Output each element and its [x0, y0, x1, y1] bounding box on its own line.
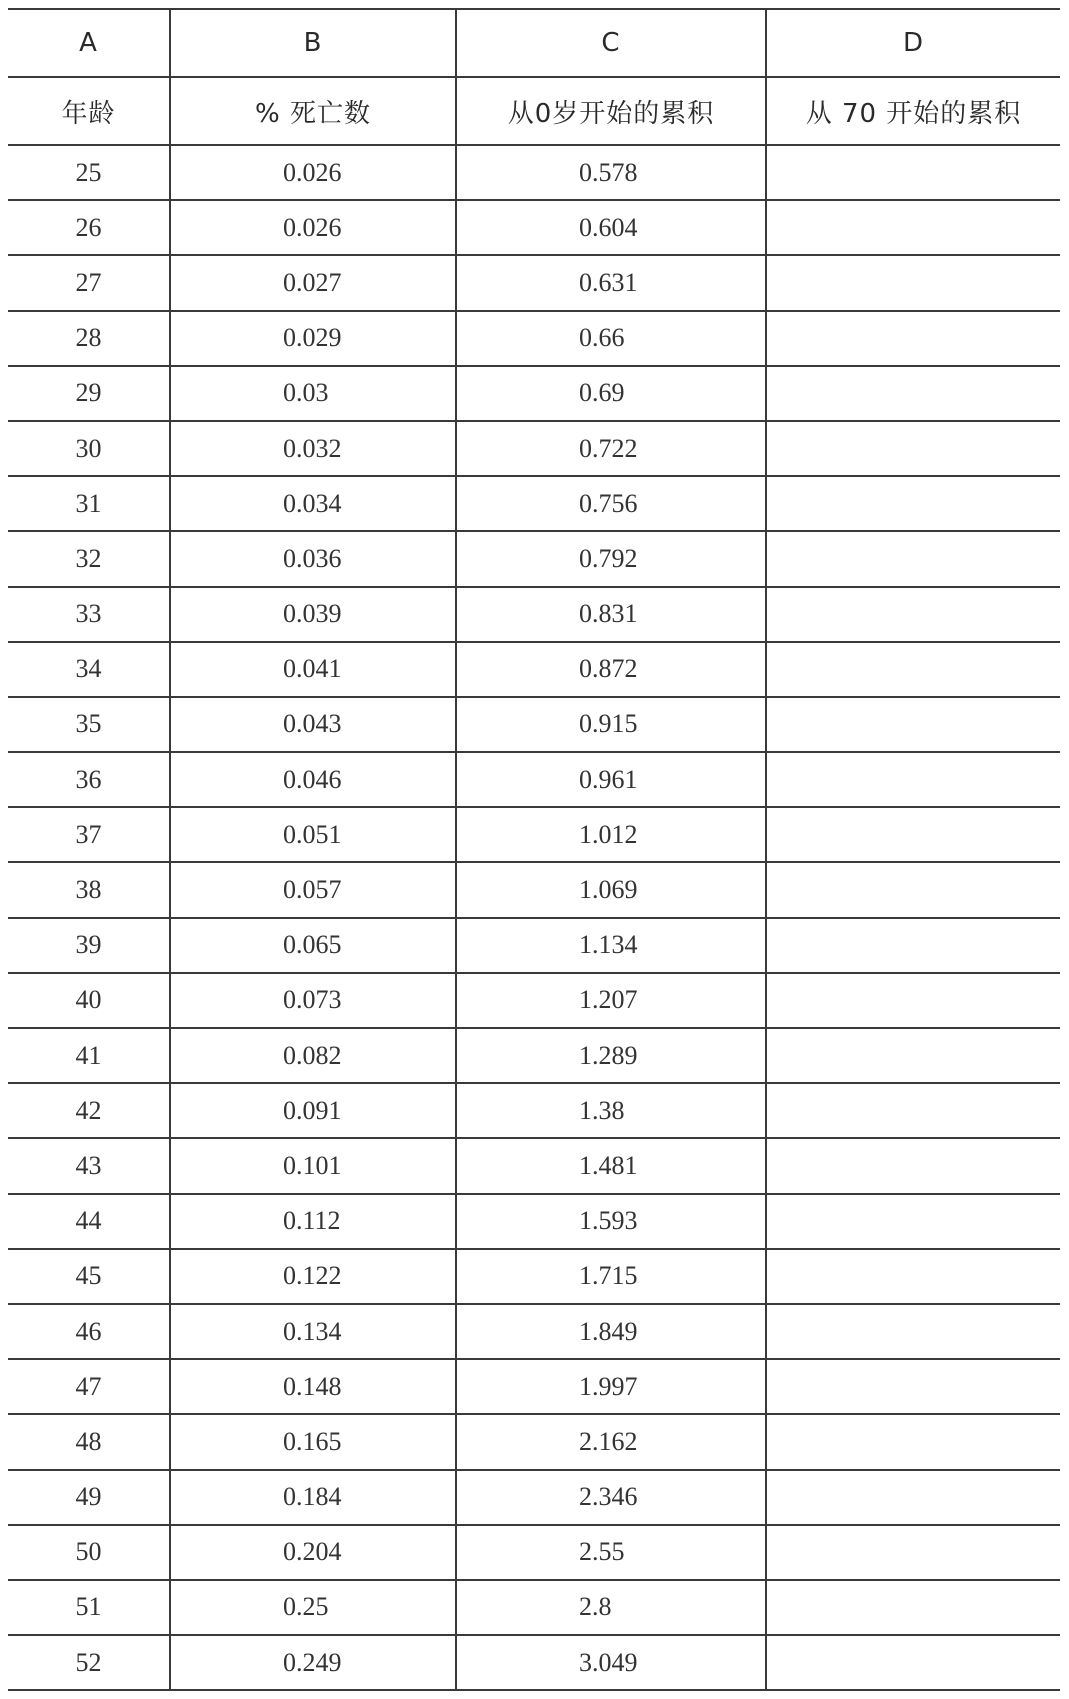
death-percent-cell: 0.057: [170, 862, 456, 917]
cumulative-from-70-cell: [766, 1138, 1060, 1193]
table-row: [8, 311, 1060, 366]
cumulative-from-70-cell: [766, 421, 1060, 476]
age-cell: 37: [8, 807, 170, 862]
table-row: [8, 1525, 1060, 1580]
cumulative-from-70-cell: [766, 1525, 1060, 1580]
age-cell: 35: [8, 697, 170, 752]
cumulative-from-70-cell: [766, 752, 1060, 807]
table-row: [8, 807, 1060, 862]
cumulative-from-0-cell: 1.481: [456, 1138, 766, 1193]
column-header-age: 年龄: [8, 77, 170, 145]
death-percent-cell: 0.034: [170, 476, 456, 531]
cumulative-from-70-cell: [766, 973, 1060, 1028]
cumulative-from-0-cell: 0.69: [456, 366, 766, 421]
cumulative-from-0-cell: 3.049: [456, 1635, 766, 1690]
cumulative-from-70-cell: [766, 918, 1060, 973]
table-row: [8, 1470, 1060, 1525]
cumulative-from-0-cell: 1.069: [456, 862, 766, 917]
age-cell: 48: [8, 1414, 170, 1469]
age-cell: 40: [8, 973, 170, 1028]
age-cell: 47: [8, 1359, 170, 1414]
cumulative-from-70-cell: [766, 697, 1060, 752]
death-percent-cell: 0.039: [170, 587, 456, 642]
death-percent-cell: 0.165: [170, 1414, 456, 1469]
death-percent-cell: 0.029: [170, 311, 456, 366]
age-cell: 39: [8, 918, 170, 973]
age-cell: 28: [8, 311, 170, 366]
cumulative-from-70-cell: [766, 1083, 1060, 1138]
table-row: [8, 1028, 1060, 1083]
cumulative-from-0-cell: 0.872: [456, 642, 766, 697]
column-letter-row: [8, 9, 1060, 77]
death-percent-cell: 0.051: [170, 807, 456, 862]
death-percent-cell: 0.204: [170, 1525, 456, 1580]
age-cell: 29: [8, 366, 170, 421]
death-percent-cell: 0.027: [170, 255, 456, 310]
table-row: [8, 1635, 1060, 1690]
death-percent-cell: 0.112: [170, 1194, 456, 1249]
death-percent-cell: 0.032: [170, 421, 456, 476]
cumulative-from-0-cell: 1.38: [456, 1083, 766, 1138]
cumulative-from-70-cell: [766, 1194, 1060, 1249]
cumulative-from-0-cell: 1.715: [456, 1249, 766, 1304]
cumulative-from-70-cell: [766, 1304, 1060, 1359]
age-cell: 45: [8, 1249, 170, 1304]
table-row: [8, 1580, 1060, 1635]
death-percent-cell: 0.03: [170, 366, 456, 421]
age-cell: 49: [8, 1470, 170, 1525]
cumulative-from-0-cell: 0.831: [456, 587, 766, 642]
cumulative-from-0-cell: 2.346: [456, 1470, 766, 1525]
death-percent-cell: 0.091: [170, 1083, 456, 1138]
table-body: [8, 145, 1060, 1690]
cumulative-from-70-cell: [766, 145, 1060, 200]
cumulative-from-0-cell: 1.207: [456, 973, 766, 1028]
death-percent-cell: 0.101: [170, 1138, 456, 1193]
table-row: [8, 255, 1060, 310]
cumulative-from-70-cell: [766, 642, 1060, 697]
death-percent-cell: 0.046: [170, 752, 456, 807]
table-row: [8, 697, 1060, 752]
table-row: [8, 531, 1060, 586]
cumulative-from-70-cell: [766, 255, 1060, 310]
age-cell: 26: [8, 200, 170, 255]
cumulative-from-70-cell: [766, 311, 1060, 366]
table-row: [8, 1249, 1060, 1304]
cumulative-from-0-cell: 1.849: [456, 1304, 766, 1359]
table-row: [8, 752, 1060, 807]
death-percent-cell: 0.148: [170, 1359, 456, 1414]
table-row: [8, 862, 1060, 917]
table-row: [8, 1359, 1060, 1414]
death-percent-cell: 0.073: [170, 973, 456, 1028]
age-cell: 30: [8, 421, 170, 476]
mortality-table-sheet: [8, 8, 1060, 1691]
death-percent-cell: 0.041: [170, 642, 456, 697]
mortality-table: [8, 8, 1060, 1691]
age-cell: 51: [8, 1580, 170, 1635]
column-letter-b: B: [170, 9, 456, 77]
age-cell: 34: [8, 642, 170, 697]
table-row: [8, 587, 1060, 642]
cumulative-from-70-cell: [766, 366, 1060, 421]
table-row: [8, 642, 1060, 697]
table-row: [8, 1083, 1060, 1138]
table-row: [8, 1414, 1060, 1469]
cumulative-from-0-cell: 1.134: [456, 918, 766, 973]
age-cell: 38: [8, 862, 170, 917]
cumulative-from-70-cell: [766, 1028, 1060, 1083]
table-row: [8, 973, 1060, 1028]
death-percent-cell: 0.25: [170, 1580, 456, 1635]
cumulative-from-70-cell: [766, 1635, 1060, 1690]
age-cell: 42: [8, 1083, 170, 1138]
age-cell: 25: [8, 145, 170, 200]
age-cell: 41: [8, 1028, 170, 1083]
age-cell: 31: [8, 476, 170, 531]
cumulative-from-70-cell: [766, 1470, 1060, 1525]
column-letter-c: C: [456, 9, 766, 77]
table-row: [8, 145, 1060, 200]
age-cell: 50: [8, 1525, 170, 1580]
age-cell: 43: [8, 1138, 170, 1193]
column-letter-a: A: [8, 9, 170, 77]
cumulative-from-0-cell: 0.604: [456, 200, 766, 255]
age-cell: 36: [8, 752, 170, 807]
table-row: [8, 366, 1060, 421]
table-row: [8, 1138, 1060, 1193]
cumulative-from-0-cell: 2.8: [456, 1580, 766, 1635]
cumulative-from-0-cell: 2.55: [456, 1525, 766, 1580]
death-percent-cell: 0.122: [170, 1249, 456, 1304]
table-row: [8, 918, 1060, 973]
cumulative-from-70-cell: [766, 587, 1060, 642]
age-cell: 33: [8, 587, 170, 642]
cumulative-from-0-cell: 1.012: [456, 807, 766, 862]
cumulative-from-70-cell: [766, 1414, 1060, 1469]
column-header-death-percent: % 死亡数: [170, 77, 456, 145]
cumulative-from-0-cell: 0.578: [456, 145, 766, 200]
column-letter-d: D: [766, 9, 1060, 77]
cumulative-from-70-cell: [766, 1249, 1060, 1304]
cumulative-from-0-cell: 0.961: [456, 752, 766, 807]
death-percent-cell: 0.065: [170, 918, 456, 973]
age-cell: 46: [8, 1304, 170, 1359]
column-header-cumulative-from-0: 从0岁开始的累积: [456, 77, 766, 145]
column-name-row: [8, 77, 1060, 145]
cumulative-from-70-cell: [766, 531, 1060, 586]
death-percent-cell: 0.026: [170, 145, 456, 200]
death-percent-cell: 0.184: [170, 1470, 456, 1525]
age-cell: 27: [8, 255, 170, 310]
table-row: [8, 200, 1060, 255]
cumulative-from-0-cell: 1.997: [456, 1359, 766, 1414]
table-row: [8, 1194, 1060, 1249]
table-header: [8, 9, 1060, 145]
table-row: [8, 476, 1060, 531]
cumulative-from-70-cell: [766, 1580, 1060, 1635]
cumulative-from-70-cell: [766, 807, 1060, 862]
cumulative-from-0-cell: 0.756: [456, 476, 766, 531]
cumulative-from-0-cell: 1.593: [456, 1194, 766, 1249]
cumulative-from-0-cell: 0.722: [456, 421, 766, 476]
cumulative-from-70-cell: [766, 1359, 1060, 1414]
death-percent-cell: 0.043: [170, 697, 456, 752]
cumulative-from-0-cell: 0.631: [456, 255, 766, 310]
death-percent-cell: 0.036: [170, 531, 456, 586]
table-row: [8, 1304, 1060, 1359]
death-percent-cell: 0.026: [170, 200, 456, 255]
cumulative-from-0-cell: 2.162: [456, 1414, 766, 1469]
death-percent-cell: 0.134: [170, 1304, 456, 1359]
cumulative-from-70-cell: [766, 476, 1060, 531]
age-cell: 52: [8, 1635, 170, 1690]
age-cell: 44: [8, 1194, 170, 1249]
cumulative-from-0-cell: 0.66: [456, 311, 766, 366]
age-cell: 32: [8, 531, 170, 586]
cumulative-from-70-cell: [766, 862, 1060, 917]
cumulative-from-0-cell: 1.289: [456, 1028, 766, 1083]
death-percent-cell: 0.082: [170, 1028, 456, 1083]
cumulative-from-0-cell: 0.792: [456, 531, 766, 586]
cumulative-from-0-cell: 0.915: [456, 697, 766, 752]
cumulative-from-70-cell: [766, 200, 1060, 255]
column-header-cumulative-from-70: 从 70 开始的累积: [766, 77, 1060, 145]
table-row: [8, 421, 1060, 476]
death-percent-cell: 0.249: [170, 1635, 456, 1690]
